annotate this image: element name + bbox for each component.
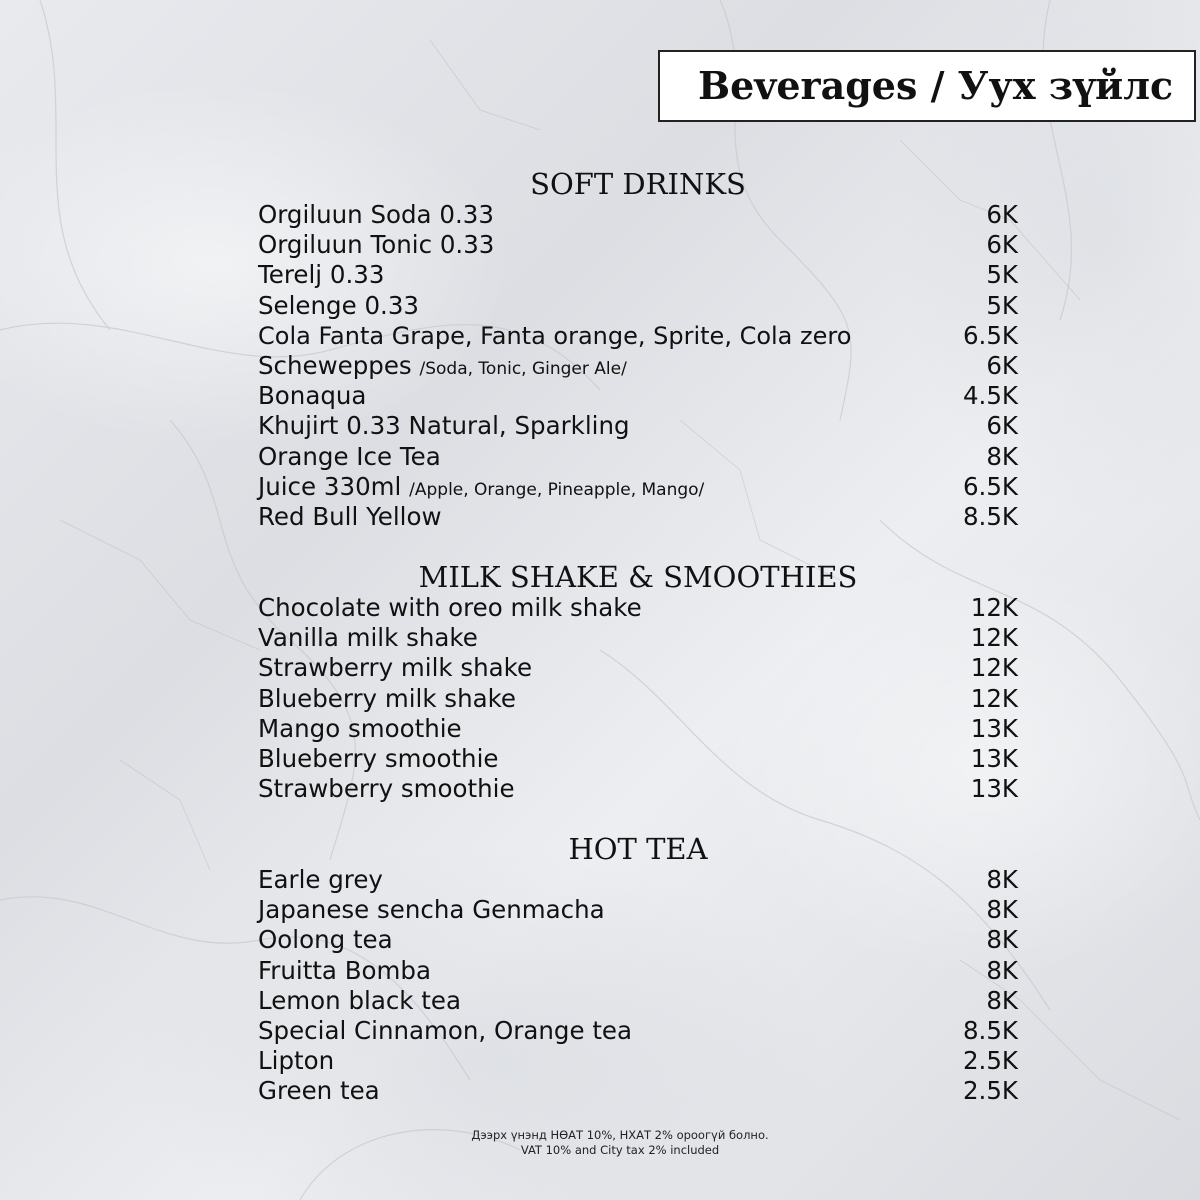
menu-item	[258, 291, 1018, 321]
menu-item	[258, 351, 1018, 381]
menu-item	[258, 1016, 1018, 1046]
menu-list-hot-tea	[258, 865, 1018, 1107]
menu-item	[258, 744, 1018, 774]
item-price: 6K	[986, 350, 1018, 380]
item-name: Orgiluun Tonic 0.33	[258, 230, 495, 260]
menu-item	[258, 411, 1018, 441]
item-name: Fruitta Bomba	[258, 955, 431, 985]
item-name: Earle grey	[258, 865, 383, 894]
menu-item	[258, 260, 1018, 290]
item-name: Green tea	[258, 1076, 380, 1106]
item-price: 12K	[970, 683, 1018, 713]
item-name: Bonaqua	[258, 381, 367, 411]
menu-item	[258, 381, 1018, 411]
item-name: Terelj 0.33	[258, 260, 385, 290]
menu-item	[258, 1076, 1018, 1106]
menu-item	[258, 1046, 1018, 1076]
item-name: Red Bull Yellow	[258, 501, 442, 531]
item-name: Selenge 0.33	[258, 290, 419, 320]
menu-item	[258, 895, 1018, 925]
item-name: Lipton	[258, 1046, 335, 1076]
menu-item	[258, 593, 1018, 623]
item-price: 6K	[986, 411, 1018, 441]
item-price: 6K	[986, 230, 1018, 260]
menu-item	[258, 442, 1018, 472]
item-name: Strawberry milk shake	[258, 653, 533, 683]
menu-item	[258, 774, 1018, 804]
item-price: 2.5K	[962, 1046, 1018, 1076]
menu-item	[258, 230, 1018, 260]
item-price: 12K	[970, 593, 1018, 622]
item-price: 13K	[970, 774, 1018, 804]
item-price: 5K	[986, 290, 1018, 320]
item-price: 4.5K	[962, 381, 1018, 411]
item-note: /Soda, Tonic, Ginger Ale/	[419, 358, 627, 379]
tax-note	[0, 1128, 1200, 1158]
menu-item	[258, 714, 1018, 744]
item-price: 8K	[986, 955, 1018, 985]
item-name: Blueberry milk shake	[258, 683, 516, 713]
menu-item	[258, 623, 1018, 653]
menu-item	[258, 653, 1018, 683]
item-price: 8.5K	[962, 501, 1018, 531]
menu-list-milk-shake	[258, 593, 1018, 804]
menu-item	[258, 925, 1018, 955]
item-name: Strawberry smoothie	[258, 774, 515, 804]
menu-item	[258, 200, 1018, 230]
menu-item	[258, 956, 1018, 986]
item-name: Japanese sencha Genmacha	[258, 895, 605, 925]
page-title: Beverages / Уух зүйлс	[698, 63, 1174, 108]
tax-note-mn: Дээрх үнэнд НӨАТ 10%, НХАТ 2% ороогүй болно.	[471, 1128, 769, 1142]
item-name: Cola Fanta Grape, Fanta orange, Sprite, Cola zero	[258, 321, 852, 350]
menu-item	[258, 986, 1018, 1016]
item-price: 8K	[986, 985, 1018, 1015]
item-price: 12K	[970, 653, 1018, 683]
item-price: 8K	[986, 441, 1018, 471]
item-price: 6.5K	[962, 471, 1018, 501]
item-name: Chocolate with oreo milk shake	[258, 593, 642, 622]
item-price: 5K	[986, 260, 1018, 290]
item-name: Blueberry smoothie	[258, 743, 499, 773]
item-name: Juice 330ml	[258, 471, 402, 501]
item-price: 6.5K	[962, 320, 1018, 350]
item-price: 2.5K	[962, 1076, 1018, 1106]
item-price: 13K	[970, 743, 1018, 773]
menu-item	[258, 321, 1018, 351]
item-price: 8K	[986, 925, 1018, 955]
item-price: 8.5K	[962, 1015, 1018, 1045]
item-name: Special Cinnamon, Orange tea	[258, 1015, 633, 1045]
item-name: Lemon black tea	[258, 985, 461, 1015]
item-name: Orgiluun Soda 0.33	[258, 200, 494, 229]
item-price: 12K	[970, 623, 1018, 653]
item-price: 6K	[986, 200, 1018, 229]
item-name: Khujirt 0.33 Natural, Sparkling	[258, 411, 630, 441]
section-title-milk-shake: MILK SHAKE & SMOOTHIES	[418, 560, 858, 594]
item-price: 13K	[970, 713, 1018, 743]
tax-note-en: VAT 10% and City tax 2% included	[520, 1143, 720, 1157]
item-note: /Apple, Orange, Pineapple, Mango/	[409, 479, 705, 500]
menu-list-soft-drinks	[258, 200, 1018, 532]
item-name: Oolong tea	[258, 925, 393, 955]
item-name: Vanilla milk shake	[258, 623, 478, 653]
menu-item	[258, 865, 1018, 895]
section-title-hot-tea: HOT TEA	[568, 832, 708, 866]
item-price: 8K	[986, 895, 1018, 925]
menu-item	[258, 684, 1018, 714]
menu-item	[258, 472, 1018, 502]
title-box	[658, 50, 1196, 122]
item-name: Orange Ice Tea	[258, 441, 441, 471]
menu-item	[258, 502, 1018, 532]
item-name: Mango smoothie	[258, 713, 462, 743]
section-title-soft-drinks: SOFT DRINKS	[530, 167, 746, 201]
item-price: 8K	[986, 865, 1018, 894]
item-name: Scheweppes	[258, 350, 412, 380]
